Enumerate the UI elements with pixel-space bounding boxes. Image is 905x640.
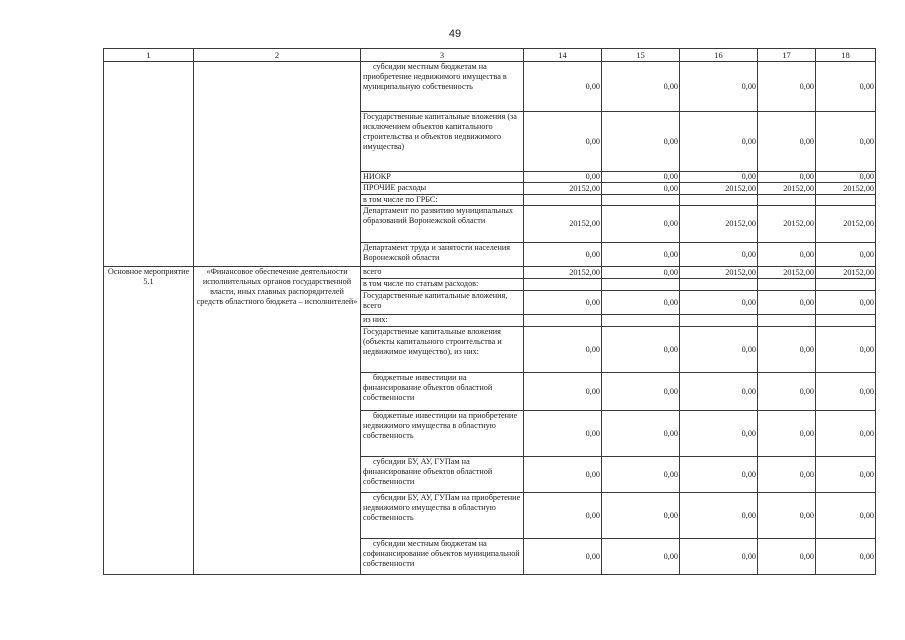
value-cell: 20152,00 — [816, 183, 876, 195]
value-cell: 0,00 — [758, 243, 816, 267]
value-cell: 0,00 — [816, 327, 876, 373]
event-name-cell-empty — [194, 62, 361, 267]
value-cell — [524, 315, 602, 327]
value-cell: 0,00 — [816, 243, 876, 267]
value-cell: 0,00 — [816, 291, 876, 315]
value-cell — [816, 279, 876, 291]
value-cell: 20152,00 — [680, 206, 758, 243]
value-cell: 0,00 — [758, 373, 816, 411]
value-cell: 0,00 — [524, 411, 602, 457]
value-cell: 0,00 — [680, 493, 758, 539]
value-cell: 0,00 — [680, 291, 758, 315]
value-cell: 0,00 — [816, 539, 876, 575]
row-label: бюджетные инвестиции на приобретение недвижимого имущества в областную собственность — [361, 411, 524, 457]
value-cell — [602, 315, 680, 327]
value-cell: 0,00 — [816, 493, 876, 539]
value-cell: 0,00 — [816, 62, 876, 112]
event-code-cell: Основное мероприятие 5.1 — [104, 267, 194, 575]
value-cell: 0,00 — [758, 172, 816, 183]
row-label: субсидии местным бюджетам на приобретение недвижимого имущества в муниципальную собственность — [361, 62, 524, 112]
value-cell — [524, 279, 602, 291]
row-label: субсидии местным бюджетам на софинансирование объектов муниципальной собственности — [361, 539, 524, 575]
table-body — [104, 49, 876, 575]
value-cell — [816, 195, 876, 206]
event-code-cell-empty — [104, 62, 194, 267]
value-cell: 0,00 — [680, 457, 758, 493]
value-cell — [758, 315, 816, 327]
value-cell: 20152,00 — [816, 267, 876, 279]
value-cell: 0,00 — [602, 206, 680, 243]
value-cell: 0,00 — [816, 112, 876, 172]
value-cell: 0,00 — [680, 373, 758, 411]
value-cell: 0,00 — [602, 327, 680, 373]
value-cell — [758, 279, 816, 291]
row-label: Департамент по развитию муниципальных образований Воронежской области — [361, 206, 524, 243]
value-cell: 0,00 — [680, 112, 758, 172]
value-cell: 20152,00 — [680, 183, 758, 195]
value-cell: 20152,00 — [524, 183, 602, 195]
value-cell: 0,00 — [524, 493, 602, 539]
value-cell: 20152,00 — [680, 267, 758, 279]
value-cell: 0,00 — [816, 457, 876, 493]
value-cell: 0,00 — [602, 112, 680, 172]
row-label: из них: — [361, 315, 524, 327]
value-cell: 0,00 — [816, 373, 876, 411]
value-cell: 0,00 — [680, 172, 758, 183]
row-label: субсидии БУ, АУ, ГУПам на приобретение недвижимого имущества в областную собственность — [361, 493, 524, 539]
column-header: 17 — [758, 49, 816, 62]
value-cell: 0,00 — [602, 243, 680, 267]
value-cell: 0,00 — [758, 539, 816, 575]
value-cell: 0,00 — [758, 457, 816, 493]
value-cell: 0,00 — [602, 267, 680, 279]
value-cell: 0,00 — [524, 373, 602, 411]
row-label: Государственные капитальные вложения, всего — [361, 291, 524, 315]
value-cell: 0,00 — [524, 457, 602, 493]
value-cell — [524, 195, 602, 206]
value-cell: 0,00 — [680, 243, 758, 267]
value-cell: 0,00 — [602, 291, 680, 315]
value-cell: 0,00 — [602, 172, 680, 183]
table-header-row — [104, 49, 876, 62]
value-cell: 0,00 — [524, 243, 602, 267]
row-label: субсидии БУ, АУ, ГУПам на финансирование объектов областной собственности — [361, 457, 524, 493]
value-cell: 20152,00 — [758, 183, 816, 195]
column-header: 14 — [524, 49, 602, 62]
page-number: 49 — [448, 28, 462, 40]
value-cell: 0,00 — [758, 62, 816, 112]
budget-table — [103, 48, 876, 575]
value-cell: 0,00 — [524, 172, 602, 183]
value-cell — [602, 279, 680, 291]
value-cell: 0,00 — [758, 112, 816, 172]
value-cell: 0,00 — [602, 373, 680, 411]
value-cell: 0,00 — [680, 539, 758, 575]
value-cell: 0,00 — [602, 62, 680, 112]
column-header: 15 — [602, 49, 680, 62]
value-cell: 0,00 — [602, 183, 680, 195]
value-cell: 20152,00 — [758, 206, 816, 243]
value-cell: 0,00 — [524, 291, 602, 315]
column-header: 1 — [104, 49, 194, 62]
value-cell — [816, 315, 876, 327]
value-cell: 0,00 — [602, 493, 680, 539]
value-cell: 0,00 — [602, 457, 680, 493]
value-cell: 0,00 — [524, 112, 602, 172]
value-cell — [680, 195, 758, 206]
value-cell: 0,00 — [680, 411, 758, 457]
value-cell: 0,00 — [816, 411, 876, 457]
value-cell — [758, 195, 816, 206]
row-label: всего — [361, 267, 524, 279]
row-label: Департамент труда и занятости населения Воронежской области — [361, 243, 524, 267]
value-cell: 0,00 — [524, 62, 602, 112]
column-header: 2 — [194, 49, 361, 62]
column-header: 16 — [680, 49, 758, 62]
row-label: НИОКР — [361, 172, 524, 183]
row-label: в том числе по статьям расходов: — [361, 279, 524, 291]
column-header: 18 — [816, 49, 876, 62]
value-cell: 0,00 — [758, 291, 816, 315]
value-cell: 0,00 — [758, 411, 816, 457]
value-cell: 20152,00 — [524, 267, 602, 279]
value-cell — [680, 279, 758, 291]
row-label: Государственые капитальные вложения (объекты капитального строительства и недвижимое имущество), из них: — [361, 327, 524, 373]
value-cell: 0,00 — [758, 493, 816, 539]
row-label: Государственные капитальные вложения (за исключением объектов капитального строительства и объектов недвижимого имущества) — [361, 112, 524, 172]
row-label: бюджетные инвестиции на финансирование объектов областной собственности — [361, 373, 524, 411]
row-label: в том числе по ГРБС: — [361, 195, 524, 206]
value-cell: 20152,00 — [758, 267, 816, 279]
value-cell: 0,00 — [758, 327, 816, 373]
value-cell — [680, 315, 758, 327]
value-cell: 20152,00 — [816, 206, 876, 243]
row-label: ПРОЧИЕ расходы — [361, 183, 524, 195]
event-name-cell: «Финансовое обеспечение деятельности исполнительных органов государственной власти, иных главных распорядителей средств областного бюджета – исполнителей» — [194, 267, 361, 575]
value-cell: 0,00 — [602, 411, 680, 457]
table-row — [104, 267, 876, 279]
column-header: 3 — [361, 49, 524, 62]
value-cell: 0,00 — [524, 327, 602, 373]
value-cell: 0,00 — [680, 62, 758, 112]
table-row — [104, 62, 876, 112]
value-cell: 0,00 — [524, 539, 602, 575]
value-cell: 0,00 — [602, 539, 680, 575]
value-cell: 20152,00 — [524, 206, 602, 243]
value-cell — [602, 195, 680, 206]
value-cell: 0,00 — [680, 327, 758, 373]
value-cell: 0,00 — [816, 172, 876, 183]
